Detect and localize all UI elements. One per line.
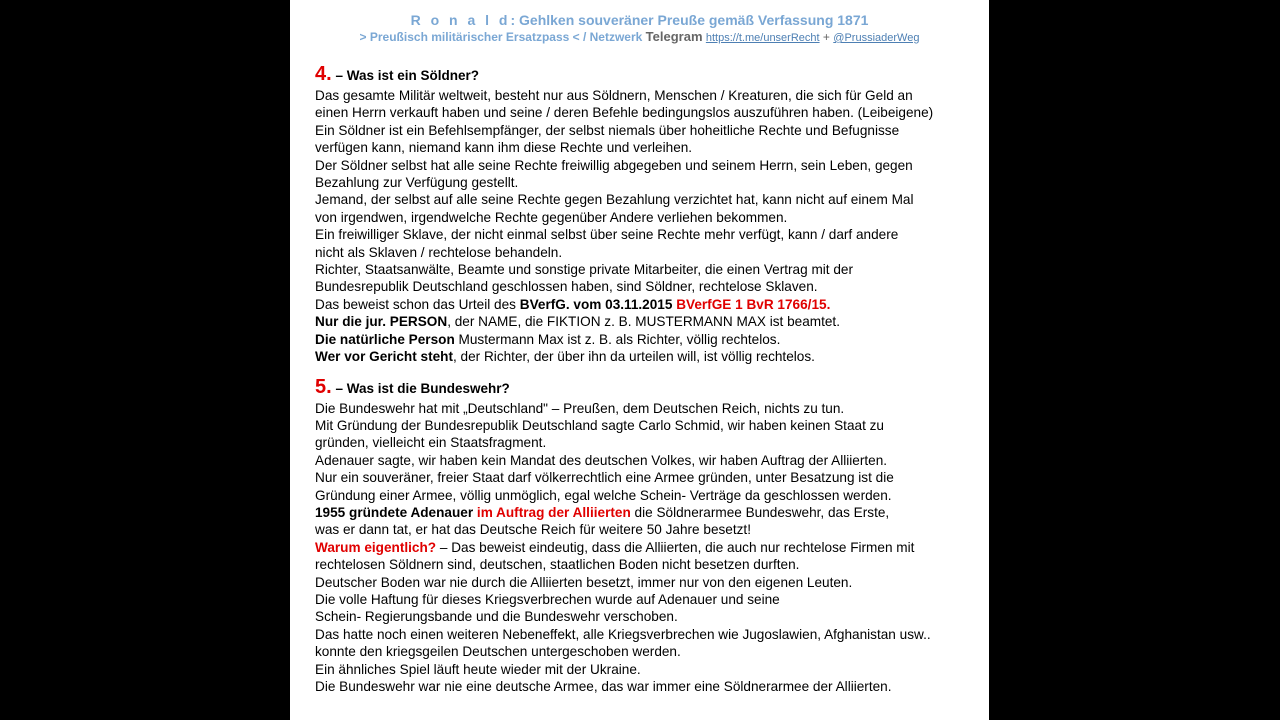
text-line: Adenauer sagte, wir haben kein Mandat des deutschen Volkes, wir haben Auftrag der Alliierten. — [315, 452, 888, 468]
text-line: Die Bundeswehr hat mit „Deutschland" – Preußen, dem Deutschen Reich, nichts zu tun. — [315, 400, 845, 416]
text-line: Richter, Staatsanwälte, Beamte und sonstige private Mitarbeiter, die einen Vertrag mit der — [315, 262, 853, 278]
text-line — [315, 539, 979, 556]
telegram-label: Telegram — [645, 29, 703, 44]
text-line: Mit Gründung der Bundesrepublik Deutschland sagte Carlo Schmid, wir haben keinen Staat zu — [315, 417, 884, 433]
header-subtitle — [290, 29, 989, 46]
text-line: Deutscher Boden war nie durch die Alliierten besetzt, immer nur von den eigenen Leuten. — [315, 574, 853, 590]
text-line: Ein Söldner ist ein Befehlsempfänger, der selbst niemals über hoheitliche Rechte und Befugnisse — [315, 122, 900, 138]
red-text: im Auftrag der Alliierten — [473, 504, 631, 520]
text-line: Das gesamte Militär weltweit, besteht nur aus Söldnern, Menschen / Kreaturen, die sich für Geld an — [315, 88, 913, 103]
text-line: rechtelosen Söldnern sind, deutschen, staatlichen Boden nicht besetzen durften. — [315, 557, 800, 573]
section-4-heading — [315, 63, 979, 87]
bold-text: Wer vor Gericht steht — [315, 349, 453, 365]
section-number: 5. — [315, 375, 332, 398]
document-header — [290, 0, 989, 46]
document-body — [315, 63, 979, 695]
section-5-heading — [315, 376, 979, 400]
text-line: was er dann tat, er hat das Deutsche Reich für weitere 50 Jahre besetzt! — [315, 522, 751, 538]
text-line: konnte den kriegsgeilen Deutschen untergeschoben werden. — [315, 644, 681, 660]
text-line: Gründung einer Armee, völlig unmöglich, egal welche Schein- Verträge da geschlossen werden. — [315, 487, 892, 503]
red-text: BVerfGE 1 BvR 1766/15. — [672, 296, 831, 312]
subtitle-text: > Preußisch militärischer Ersatzpass < / Netzwerk — [359, 30, 643, 44]
text-line: von irgendwen, irgendwelche Rechte gegenüber Andere verliehen bekommen. — [315, 209, 788, 225]
text-line: Ein freiwilliger Sklave, der nicht einmal selbst über seine Rechte mehr verfügt, kann / darf andere — [315, 227, 899, 243]
text-run: die Söldnerarmee Bundeswehr, das Erste, — [630, 504, 890, 520]
section-title: – Was ist ein Söldner? — [335, 68, 479, 83]
section-title: – Was ist die Bundeswehr? — [335, 380, 510, 396]
text-line — [315, 331, 979, 348]
text-run: , der Richter, der über ihn da urteilen will, ist völlig rechtelos. — [453, 349, 815, 365]
text-line — [315, 348, 979, 365]
text-run: Das beweist schon das Urteil des — [315, 296, 520, 312]
text-line: Die volle Haftung für dieses Kriegsverbrechen wurde auf Adenauer und seine — [315, 591, 780, 607]
text-line — [315, 296, 979, 313]
text-line: Bezahlung zur Verfügung gestellt. — [315, 175, 519, 191]
text-line: gründen, vielleicht ein Staatsfragment. — [315, 435, 547, 451]
spacer — [315, 366, 979, 376]
author-name: R o n a l d — [410, 12, 511, 28]
text-line: nicht als Sklaven / rechtelose behandeln. — [315, 244, 563, 260]
text-line — [315, 313, 979, 330]
text-line: Das hatte noch einen weiteren Nebeneffekt, alle Kriegsverbrechen wie Jugoslawien, Afghanistan usw.. — [315, 626, 931, 642]
bold-text: 1955 gründete Adenauer — [315, 504, 474, 520]
text-line: Nur ein souveräner, freier Staat darf völkerrechtlich eine Armee gründen, unter Besatzung ist die — [315, 470, 894, 486]
text-line: verfügen kann, niemand kann ihm diese Rechte und verleihen. — [315, 140, 693, 156]
telegram-link[interactable]: https://t.me/unserRecht — [705, 32, 820, 44]
text-line: Jemand, der selbst auf alle seine Rechte gegen Bezahlung verzichtet hat, kann nicht auf einem Mal — [315, 192, 914, 208]
text-run: , der NAME, die FIKTION z. B. MUSTERMANN MAX ist beamtet. — [447, 314, 840, 330]
text-run: Mustermann Max ist z. B. als Richter, völlig rechtelos. — [454, 331, 781, 347]
text-line: Schein- Regierungsbande und die Bundeswehr verschoben. — [315, 609, 678, 625]
red-text: Warum eigentlich? — [315, 539, 437, 555]
text-line: einen Herrn verkauft haben und seine / deren Befehle bedingungslos auszuführen haben. (Leibeigene) — [315, 105, 934, 121]
header-title — [290, 11, 989, 29]
handle-link[interactable]: @PrussiaderWeg — [833, 32, 920, 44]
bold-text: Nur die jur. PERSON — [315, 314, 448, 330]
text-line: Die Bundeswehr war nie eine deutsche Armee, das war immer eine Söldnerarmee der Alliierten. — [315, 679, 892, 694]
text-line — [315, 504, 979, 521]
text-line: Der Söldner selbst hat alle seine Rechte freiwillig abgegeben und seinem Herrn, sein Leben, gegen — [315, 157, 913, 173]
text-run: – Das beweist eindeutig, dass die Alliierten, die auch nur rechtelose Firmen mit — [436, 539, 915, 555]
title-rest: : Gehlken souveräner Preuße gemäß Verfassung 1871 — [510, 12, 869, 28]
text-line: Ein ähnliches Spiel läuft heute wieder mit der Ukraine. — [315, 661, 641, 677]
section-number: 4. — [315, 63, 332, 85]
text-line: Bundesrepublik Deutschland geschlossen haben, sind Söldner, rechtelose Sklaven. — [315, 279, 818, 295]
bold-text: BVerfG. vom 03.11.2015 — [519, 296, 673, 312]
document-page — [290, 0, 989, 720]
plus-sign: + — [822, 30, 830, 44]
bold-text: Die natürliche Person — [315, 331, 455, 347]
